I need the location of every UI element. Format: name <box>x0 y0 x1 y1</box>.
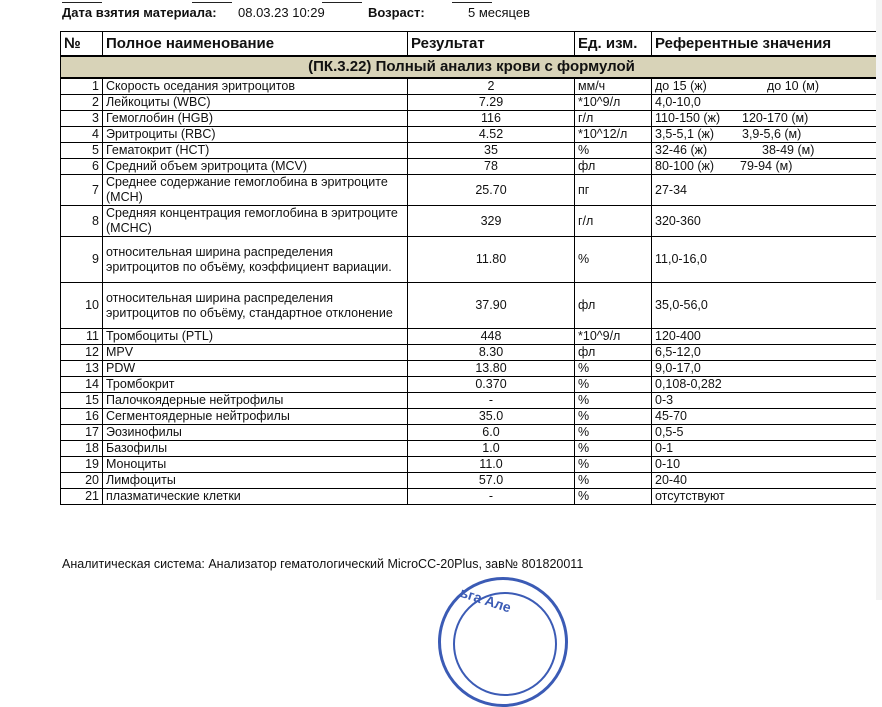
table-row <box>61 425 882 441</box>
row-result: 35 <box>408 143 575 159</box>
row-unit: *10^12/л <box>575 127 652 143</box>
row-number: 14 <box>61 377 103 393</box>
row-number: 20 <box>61 473 103 489</box>
row-result: - <box>408 489 575 505</box>
row-name: Тромбокрит <box>103 377 408 393</box>
row-reference-primary: 11,0-16,0 <box>655 252 707 266</box>
row-reference <box>652 159 882 175</box>
row-unit: % <box>575 473 652 489</box>
row-reference-secondary: до 10 (м) <box>767 79 819 94</box>
date-value: 08.03.23 10:29 <box>238 5 325 20</box>
row-reference-primary: 0,5-5 <box>655 425 684 439</box>
row-number: 21 <box>61 489 103 505</box>
table-row <box>61 489 882 505</box>
table-row <box>61 127 882 143</box>
row-result: 25.70 <box>408 175 575 206</box>
row-number: 8 <box>61 206 103 237</box>
table-row <box>61 143 882 159</box>
row-name: PDW <box>103 361 408 377</box>
table-row <box>61 377 882 393</box>
sample-meta <box>62 5 217 20</box>
row-name: Лейкоциты (WBC) <box>103 95 408 111</box>
row-unit: фл <box>575 283 652 329</box>
row-reference <box>652 457 882 473</box>
row-name: Эритроциты (RBC) <box>103 127 408 143</box>
stamp <box>438 577 568 707</box>
col-header-number: № <box>61 32 103 57</box>
row-result: 448 <box>408 329 575 345</box>
row-reference <box>652 473 882 489</box>
row-reference-primary: 27-34 <box>655 183 687 197</box>
row-unit: % <box>575 489 652 505</box>
table-row <box>61 95 882 111</box>
row-name: Лимфоциты <box>103 473 408 489</box>
row-unit: % <box>575 377 652 393</box>
row-reference-primary: 80-100 (ж) <box>655 159 714 173</box>
row-unit: г/л <box>575 206 652 237</box>
row-number: 12 <box>61 345 103 361</box>
table-row <box>61 345 882 361</box>
row-number: 2 <box>61 95 103 111</box>
row-result: 13.80 <box>408 361 575 377</box>
section-title: (ПК.3.22) Полный анализ крови с формулой <box>61 56 882 78</box>
row-unit: % <box>575 425 652 441</box>
row-result: 329 <box>408 206 575 237</box>
row-number: 1 <box>61 78 103 95</box>
row-number: 18 <box>61 441 103 457</box>
table-row <box>61 361 882 377</box>
row-reference-secondary: 3,9-5,6 (м) <box>742 127 801 142</box>
row-reference-primary: 32-46 (ж) <box>655 143 707 157</box>
age-value: 5 месяцев <box>468 5 530 20</box>
row-name: плазматические клетки <box>103 489 408 505</box>
row-unit: % <box>575 457 652 473</box>
row-number: 13 <box>61 361 103 377</box>
row-number: 10 <box>61 283 103 329</box>
row-number: 19 <box>61 457 103 473</box>
row-name: Эозинофилы <box>103 425 408 441</box>
table-row <box>61 473 882 489</box>
row-unit: фл <box>575 159 652 175</box>
row-unit: мм/ч <box>575 78 652 95</box>
table-row <box>61 457 882 473</box>
table-row <box>61 175 882 206</box>
row-result: 11.80 <box>408 237 575 283</box>
row-result: 2 <box>408 78 575 95</box>
row-reference <box>652 441 882 457</box>
table-row <box>61 329 882 345</box>
row-result: 116 <box>408 111 575 127</box>
row-reference <box>652 111 882 127</box>
age-label: Возраст: <box>368 5 425 20</box>
row-reference <box>652 283 882 329</box>
row-result: 0.370 <box>408 377 575 393</box>
row-number: 3 <box>61 111 103 127</box>
row-result: 8.30 <box>408 345 575 361</box>
row-reference-primary: 45-70 <box>655 409 687 423</box>
row-reference-primary: 320-360 <box>655 214 701 228</box>
row-reference-primary: 110-150 (ж) <box>655 111 720 125</box>
table-row <box>61 283 882 329</box>
date-label: Дата взятия материала: <box>62 5 217 20</box>
row-reference <box>652 175 882 206</box>
row-name: относительная ширина распределения эритроцитов по объёму, коэффициент вариации. <box>103 237 408 283</box>
row-name: Тромбоциты (PTL) <box>103 329 408 345</box>
row-number: 9 <box>61 237 103 283</box>
table-row <box>61 206 882 237</box>
row-reference-primary: 35,0-56,0 <box>655 298 708 312</box>
row-reference <box>652 206 882 237</box>
row-name: Средний объем эритроцита (MCV) <box>103 159 408 175</box>
row-unit: *10^9/л <box>575 95 652 111</box>
row-unit: пг <box>575 175 652 206</box>
row-unit: % <box>575 409 652 425</box>
row-name: Моноциты <box>103 457 408 473</box>
col-header-reference: Референтные значения <box>652 32 882 57</box>
table-row <box>61 159 882 175</box>
row-number: 5 <box>61 143 103 159</box>
row-name: Средняя концентрация гемоглобина в эритроците (MCHC) <box>103 206 408 237</box>
row-number: 4 <box>61 127 103 143</box>
row-reference-primary: 0-1 <box>655 441 673 455</box>
row-name: относительная ширина распределения эритроцитов по объёму, стандартное отклонение <box>103 283 408 329</box>
row-result: 4.52 <box>408 127 575 143</box>
row-result: 35.0 <box>408 409 575 425</box>
row-reference-primary: 4,0-10,0 <box>655 95 701 109</box>
row-reference <box>652 489 882 505</box>
row-reference <box>652 409 882 425</box>
row-unit: фл <box>575 345 652 361</box>
row-result: 6.0 <box>408 425 575 441</box>
row-reference-secondary: 79-94 (м) <box>740 159 792 174</box>
row-result: 57.0 <box>408 473 575 489</box>
row-name: Среднее содержание гемоглобина в эритроците (MCH) <box>103 175 408 206</box>
row-number: 7 <box>61 175 103 206</box>
row-number: 17 <box>61 425 103 441</box>
row-reference-primary: 3,5-5,1 (ж) <box>655 127 714 141</box>
col-header-name: Полное наименование <box>103 32 408 57</box>
row-reference-primary: 6,5-12,0 <box>655 345 701 359</box>
row-result: 1.0 <box>408 441 575 457</box>
row-name: Скорость оседания эритроцитов <box>103 78 408 95</box>
results-table <box>60 31 882 505</box>
row-reference-primary: 0,108-0,282 <box>655 377 722 391</box>
row-unit: % <box>575 441 652 457</box>
row-name: Сегментоядерные нейтрофилы <box>103 409 408 425</box>
row-reference <box>652 361 882 377</box>
table-row <box>61 111 882 127</box>
row-reference <box>652 377 882 393</box>
row-name: Гематокрит (HCT) <box>103 143 408 159</box>
row-reference-primary: 20-40 <box>655 473 687 487</box>
row-reference <box>652 425 882 441</box>
table-header-row <box>61 32 882 57</box>
table-row <box>61 393 882 409</box>
row-unit: г/л <box>575 111 652 127</box>
row-reference <box>652 237 882 283</box>
row-name: Гемоглобин (HGB) <box>103 111 408 127</box>
row-reference <box>652 393 882 409</box>
row-name: MPV <box>103 345 408 361</box>
row-result: 78 <box>408 159 575 175</box>
row-reference-primary: 0-3 <box>655 393 673 407</box>
row-reference-secondary: 38-49 (м) <box>762 143 814 158</box>
row-reference <box>652 95 882 111</box>
row-result: - <box>408 393 575 409</box>
row-number: 16 <box>61 409 103 425</box>
row-result: 11.0 <box>408 457 575 473</box>
row-reference <box>652 329 882 345</box>
col-header-result: Результат <box>408 32 575 57</box>
page-edge <box>876 0 882 600</box>
row-reference <box>652 127 882 143</box>
section-title-row <box>61 56 882 78</box>
row-unit: % <box>575 361 652 377</box>
table-row <box>61 237 882 283</box>
row-reference-primary: до 15 (ж) <box>655 79 707 93</box>
row-number: 6 <box>61 159 103 175</box>
analyzer-footer: Аналитическая система: Анализатор гематологический MicroCC-20Plus, зав№ 801820011 <box>62 557 583 571</box>
row-reference-primary: отсутствуют <box>655 489 725 503</box>
row-result: 37.90 <box>408 283 575 329</box>
cropped-top-text <box>62 0 702 3</box>
row-unit: % <box>575 143 652 159</box>
col-header-unit: Ед. изм. <box>575 32 652 57</box>
row-reference-secondary: 120-170 (м) <box>742 111 808 126</box>
row-number: 11 <box>61 329 103 345</box>
table-row <box>61 409 882 425</box>
row-reference-primary: 120-400 <box>655 329 701 343</box>
row-reference-primary: 0-10 <box>655 457 680 471</box>
row-unit: *10^9/л <box>575 329 652 345</box>
row-reference <box>652 143 882 159</box>
row-reference <box>652 345 882 361</box>
row-reference-primary: 9,0-17,0 <box>655 361 701 375</box>
row-name: Палочкоядерные нейтрофилы <box>103 393 408 409</box>
table-row <box>61 78 882 95</box>
row-name: Базофилы <box>103 441 408 457</box>
row-unit: % <box>575 393 652 409</box>
row-number: 15 <box>61 393 103 409</box>
table-row <box>61 441 882 457</box>
stamp-text: ьга Але <box>458 584 513 616</box>
row-unit: % <box>575 237 652 283</box>
row-result: 7.29 <box>408 95 575 111</box>
row-reference <box>652 78 882 95</box>
